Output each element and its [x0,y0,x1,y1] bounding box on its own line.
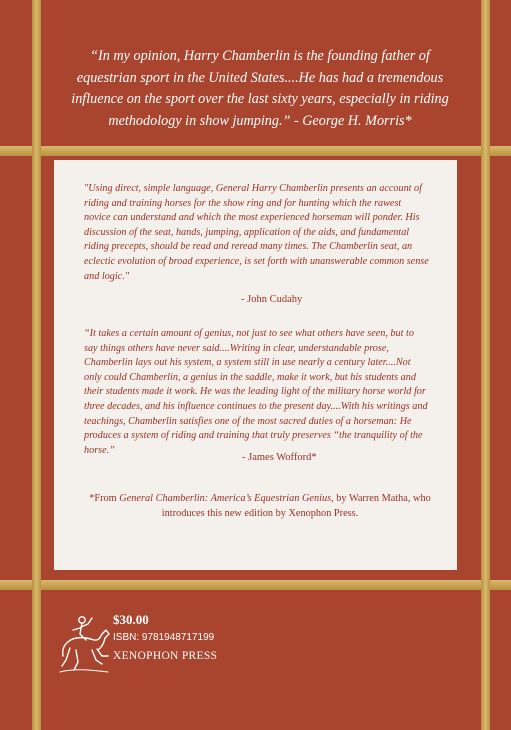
footnote [86,492,434,521]
horse-rider-icon [56,610,112,676]
morris-quote: “In my opinion, Harry Chamberlin is the founding father of equestrian sport in the United States....He has had a tremendous influence on the sport over the last sixty years, especially in riding methodology in show jumping.” - George H. Morris* [71,48,449,129]
publisher-name: XENOPHON PRESS [113,650,218,662]
gold-band-top [0,146,511,156]
gold-band-left [32,0,41,730]
footnote-suffix: , by Warren Matha, who introduces this new edition by Xenophon Press. [161,493,431,519]
isbn: ISBN: 9781948717199 [113,632,215,643]
wofford-quote: “It takes a certain amount of genius, not just to see what others have seen, but to say things others have never said....Writing in clear, understandable prose, Chamberlin lays out his system, a system still in use nearly a century later....Not only could Chamberlin, a genius in the saddle, make it work, but his students and their students made it work. He was the leading light of the military horse world for three decades, and his influence continues to the present day....With his writings and teachings, Chamberlin satisfies one of the most sacred duties of a horseman: He produces a system of riding and training that truly preserves “the tranquility of the horse.” [84,328,428,456]
footnote-prefix: *From [89,493,120,504]
cudahy-quote: "Using direct, simple language, General Harry Chamberlin presents an account of riding and training horses for the show ring and for hunting which the rawest novice can understand and which the most experienced horseman will ponder. His discussion of the seat, hands, jumping, application of the aids, and fundamental riding precepts, should be read and reread many times. The Chamberlin seat, an eclectic evolution of broad experience, is set forth with unanswerable common sense and logic." [84,183,429,282]
price: $30.00 [113,612,149,627]
gold-band-right [481,0,490,730]
gold-band-bottom [0,580,511,590]
footnote-book-title: General Chamberlin: America’s Equestrian Genius [119,493,332,504]
wofford-attribution: - James Wofford* [242,452,317,463]
cudahy-attribution: - John Cudahy [241,294,303,305]
